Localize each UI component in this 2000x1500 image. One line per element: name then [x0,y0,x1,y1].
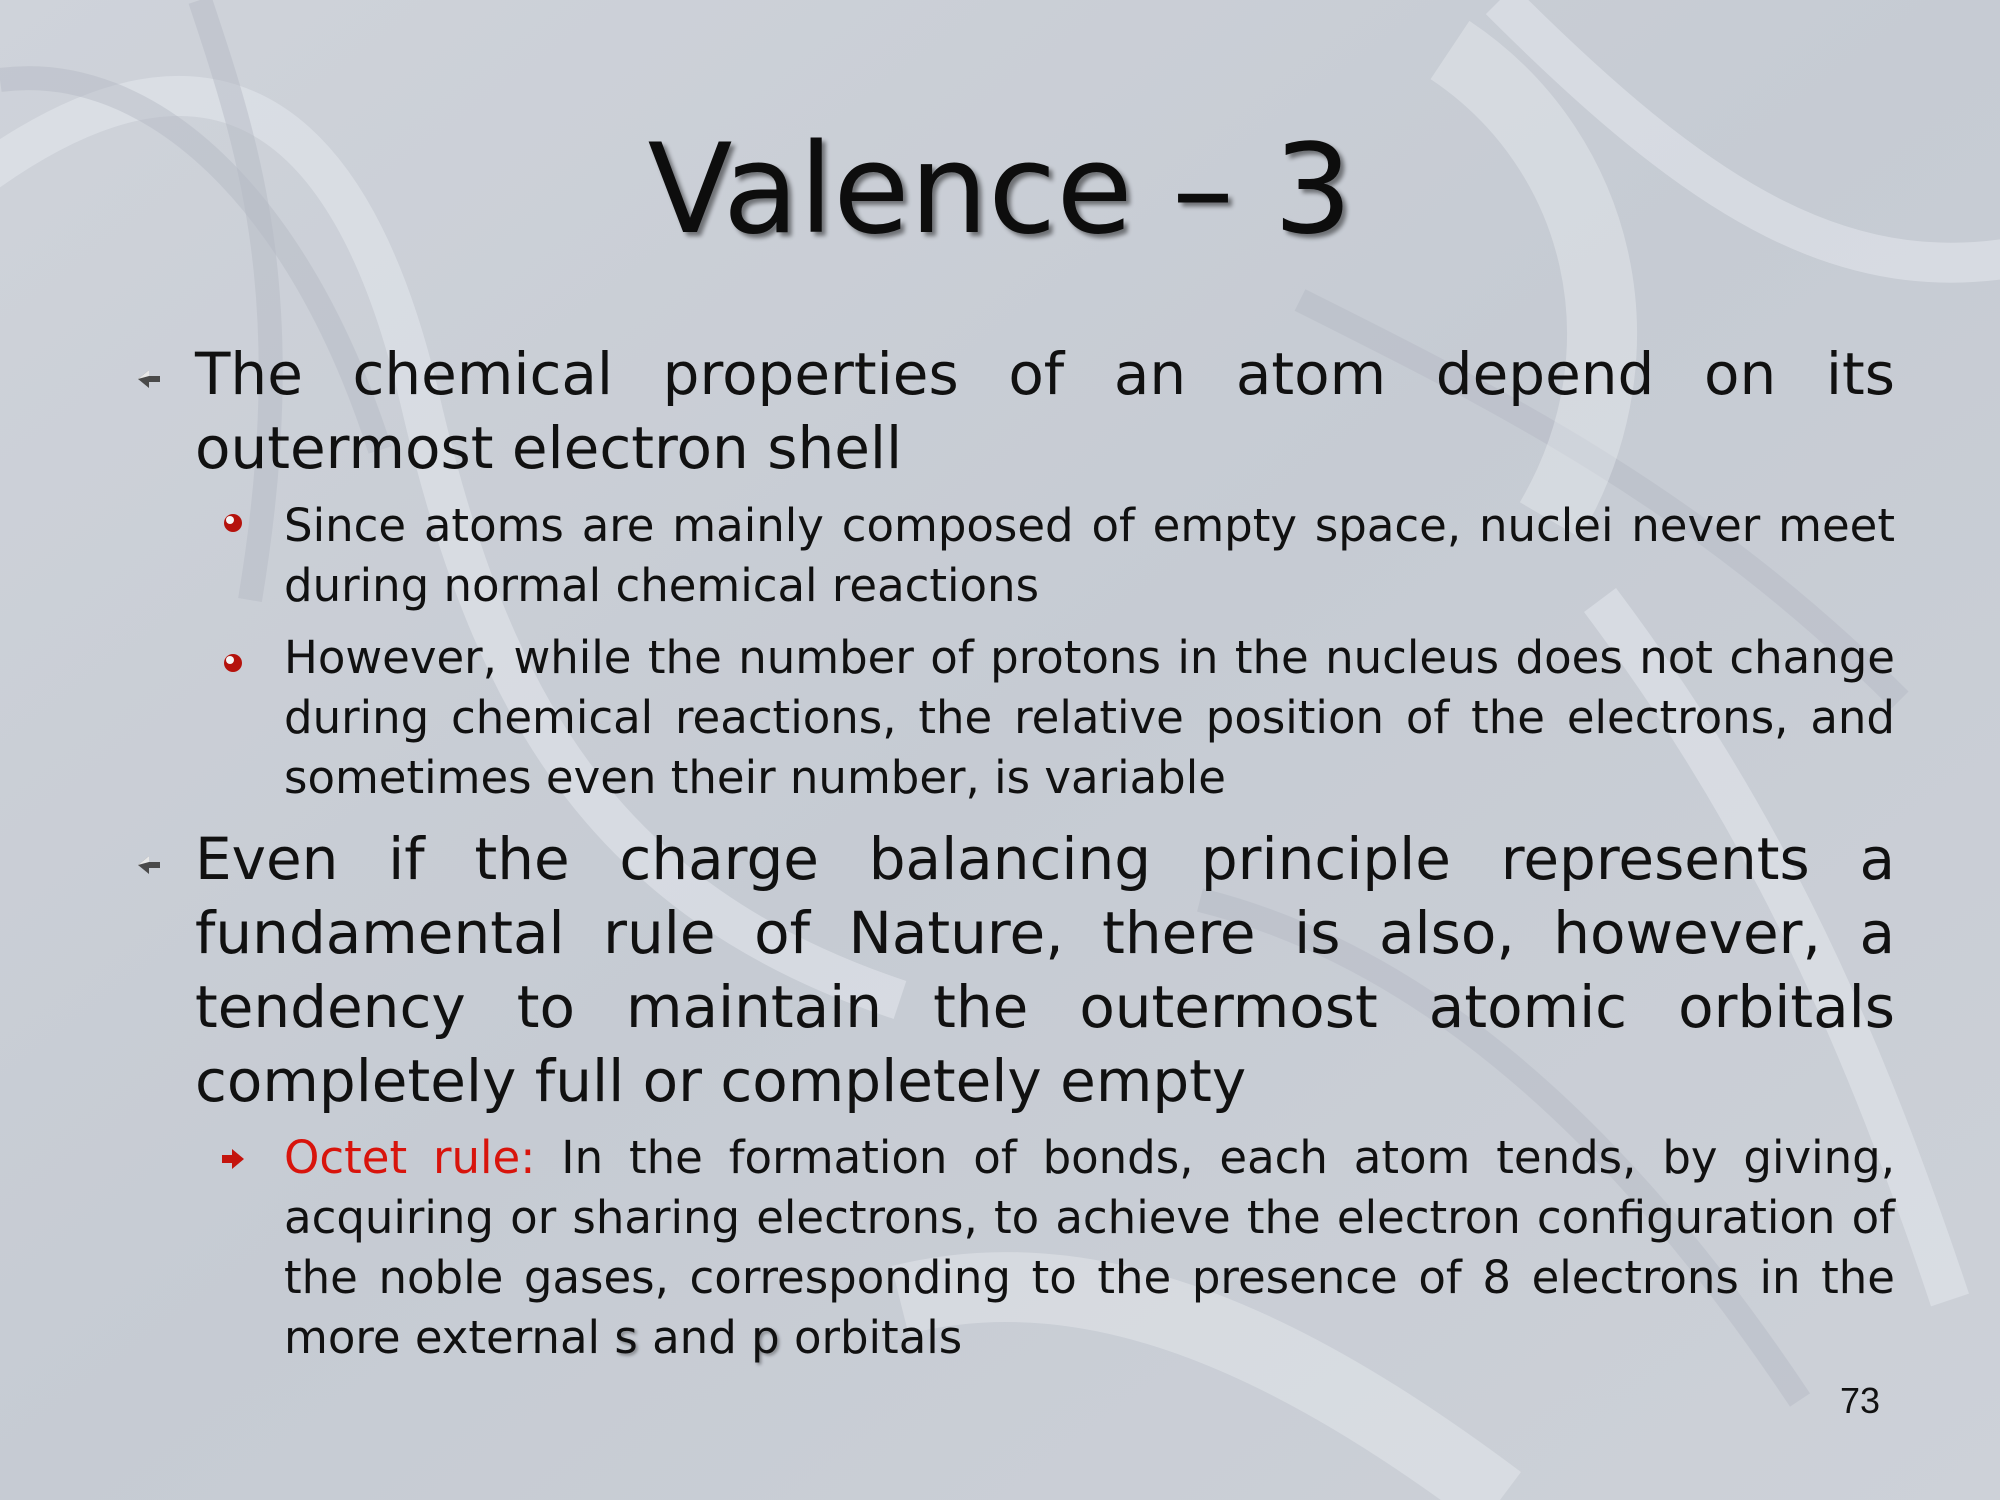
diamond-arrow-bullet-icon [136,852,162,878]
red-ball-bullet-icon [220,650,246,676]
octet-rule-end: orbitals [779,1311,963,1364]
orbital-p: p [751,1311,780,1364]
diamond-arrow-bullet-icon [136,366,162,392]
octet-rule-text [284,1128,1895,1368]
bullet-text: The chemical properties of an atom depend on its outermost electron shell [195,340,1895,482]
orbital-s: s [614,1311,638,1364]
octet-rule-and: and [637,1311,752,1364]
page-number: 73 [1839,1380,1880,1421]
octet-rule-body: In the formation of bonds, each atom tends, by giving, acquiring or sharing electrons, to achieve the electron configuration of the noble gases, corresponding to the presence of 8 electrons in the more external [284,1131,1895,1364]
red-ball-bullet-icon [220,510,246,536]
red-arrow-bullet-icon [220,1146,246,1172]
octet-rule-label: Octet rule: [284,1131,536,1184]
slide-title: Valence – 3 [647,118,1353,262]
bullet-text: Even if the charge balancing principle represents a fundamental rule of Nature, there is also, however, a tendency to maintain the outermost atomic orbitals completely full or completely empty [195,825,1895,1115]
sub-bullet-text: Since atoms are mainly composed of empty space, nuclei never meet during normal chemical reactions [284,499,1895,612]
sub-bullet-text: However, while the number of protons in the nucleus does not change during chemical reactions, the relative position of the electrons, and sometimes even their number, is variable [284,631,1895,804]
